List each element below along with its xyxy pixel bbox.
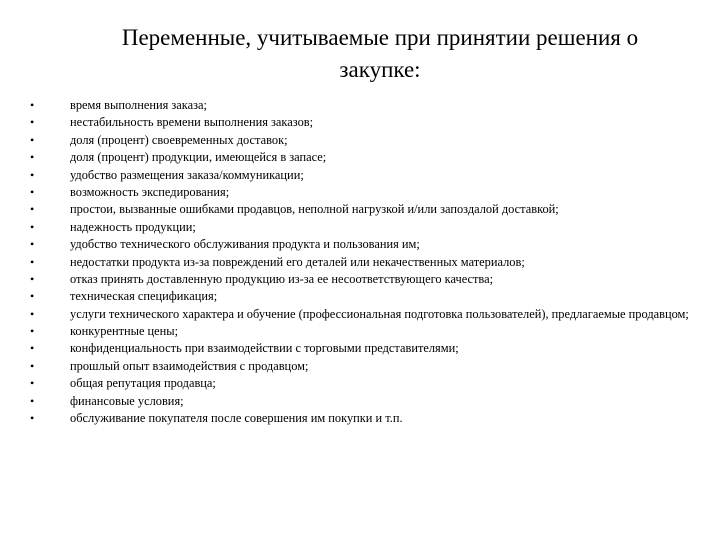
list-item-text: конкурентные цены; [70, 323, 179, 338]
list-item-text: доля (процент) продукции, имеющейся в запасе; [70, 150, 327, 165]
list-item [30, 323, 710, 340]
list-item [30, 288, 710, 305]
bullet-icon: • [30, 272, 35, 287]
list-item [30, 132, 710, 149]
bullet-icon: • [30, 254, 35, 269]
list-item-text: финансовые условия; [70, 393, 184, 408]
list-item-text: удобство технического обслуживания продукта и пользования им; [70, 237, 420, 252]
list-item-text: услуги технического характера и обучение (профессиональная подготовка пользователей), предлагаемые продавцом; [70, 306, 689, 321]
bullet-icon: • [30, 202, 35, 217]
list-item-text: обслуживание покупателя после совершения им покупки и т.п. [70, 410, 403, 425]
list-item-text: прошлый опыт взаимодействия с продавцом; [70, 358, 309, 373]
bullet-icon: • [30, 150, 35, 165]
list-item [30, 410, 710, 427]
list-item-text: техническая спецификация; [70, 289, 218, 304]
list-item [30, 393, 710, 410]
list-item [30, 167, 710, 184]
bullet-icon: • [30, 132, 35, 147]
list-item [30, 201, 710, 218]
bullet-icon: • [30, 185, 35, 200]
list-item [30, 271, 710, 288]
list-item-text: отказ принять доставленную продукцию из-за ее несоответствующего качества; [70, 272, 494, 287]
list-item [30, 358, 710, 375]
bullet-icon: • [30, 289, 35, 304]
bullet-icon: • [30, 115, 35, 130]
list-item [30, 114, 710, 131]
list-item [30, 97, 710, 114]
list-item-text: недостатки продукта из-за повреждений его деталей или некачественных материалов; [70, 254, 525, 269]
bullet-icon: • [30, 341, 35, 356]
list-item [30, 306, 710, 323]
bullet-icon: • [30, 376, 35, 391]
list-item-text: надежность продукции; [70, 219, 196, 234]
slide-title-line-1: Переменные, учитываемые при принятии решения о [121, 25, 639, 50]
bullet-icon: • [30, 306, 35, 321]
bullet-icon: • [30, 167, 35, 182]
list-item-text: общая репутация продавца; [70, 376, 216, 391]
bullet-icon: • [30, 393, 35, 408]
list-item-text: возможность экспедирования; [70, 185, 230, 200]
list-item [30, 254, 710, 271]
list-item [30, 236, 710, 253]
list-item-text: доля (процент) своевременных доставок; [70, 132, 288, 147]
list-item-text: время выполнения заказа; [70, 98, 207, 112]
bullet-icon: • [30, 237, 35, 252]
slide-title [60, 22, 700, 86]
list-item-text: удобство размещения заказа/коммуникации; [70, 167, 304, 182]
list-item [30, 149, 710, 166]
list-item-text: простои, вызванные ошибками продавцов, неполной нагрузкой и/или запоздалой доставкой; [70, 202, 559, 217]
list-item [30, 219, 710, 236]
bullet-icon: • [30, 323, 35, 338]
bullet-icon: • [30, 358, 35, 373]
bullet-icon: • [30, 219, 35, 234]
slide-title-line-2: закупке: [339, 57, 421, 82]
list-item-text: конфиденциальность при взаимодействии с торговыми представителями; [70, 341, 459, 356]
list-item [30, 184, 710, 201]
list-item [30, 340, 710, 357]
list-item-text: нестабильность времени выполнения заказов; [70, 115, 314, 130]
list-item [30, 375, 710, 392]
bullet-icon: • [30, 410, 35, 425]
bullet-icon: • [30, 98, 35, 112]
variables-list [30, 97, 710, 427]
